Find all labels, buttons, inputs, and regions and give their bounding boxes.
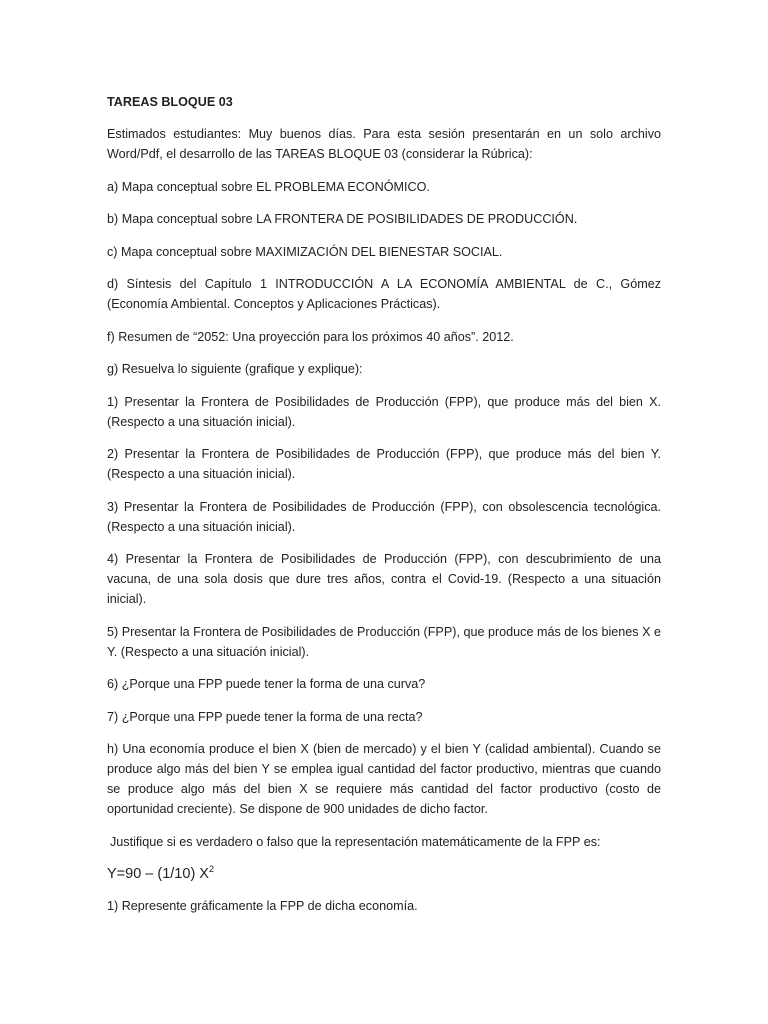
task-g: g) Resuelva lo siguiente (grafique y explique): [107,362,363,376]
question-4: 4) Presentar la Frontera de Posibilidades de Producción (FPP), con descubrimiento de una vacuna, de una sola dosis que dure tres años, contra el Covid-19. (Respecto a una situación inicial). [107,552,661,606]
question-5: 5) Presentar la Frontera de Posibilidades de Producción (FPP), que produce más de los bienes X e Y. (Respecto a una situación inicial). [107,624,661,659]
formula-base: Y=90 – (1/10) X [107,866,209,882]
fpp-formula [107,864,661,884]
question-6: 6) ¿Porque una FPP puede tener la forma de una curva? [107,677,426,691]
task-f: f) Resumen de “2052: Una proyección para los próximos 40 años”. 2012. [107,329,514,344]
question-3: 3) Presentar la Frontera de Posibilidades de Producción (FPP), con obsolescencia tecnológica. (Respecto a una situación inicial). [107,499,661,534]
intro-paragraph: Estimados estudiantes: Muy buenos días. Para esta sesión presentarán en un solo archivo Word/Pdf, el desarrollo de las TAREAS BLOQUE 03 (considerar la Rúbrica): [107,127,661,161]
task-a: a) Mapa conceptual sobre EL PROBLEMA ECONÓMICO. [107,179,430,194]
justify-statement: Justifique si es verdadero o falso que la representación matemáticamente de la FPP es: [110,834,601,849]
question-1: 1) Presentar la Frontera de Posibilidades de Producción (FPP), que produce más del bien X. (Respecto a una situación inicial). [107,394,661,429]
problem-h: h) Una economía produce el bien X (bien de mercado) y el bien Y (calidad ambiental). Cuando se produce algo más del bien Y se emplea igual cantidad del factor productivo, mientras que cuando se produce algo más del bien X se requiere más cantidad del factor productivo (costo de oportunidad creciente). Se dispone de 900 unidades de dicho factor. [107,742,661,816]
question-2: 2) Presentar la Frontera de Posibilidades de Producción (FPP), que produce más del bien Y. (Respecto a una situación inicial). [107,447,661,481]
subtask-1: 1) Represente gráficamente la FPP de dicha economía. [107,899,418,913]
task-d: d) Síntesis del Capítulo 1 INTRODUCCIÓN A LA ECONOMÍA AMBIENTAL de C., Gómez (Economía Ambiental. Conceptos y Aplicaciones Prácticas). [107,277,661,311]
task-b: b) Mapa conceptual sobre LA FRONTERA DE POSIBILIDADES DE PRODUCCIÓN. [107,212,578,226]
question-7: 7) ¿Porque una FPP puede tener la forma de una recta? [107,709,423,724]
formula-exponent: 2 [208,864,214,874]
task-c: c) Mapa conceptual sobre MAXIMIZACIÓN DEL BIENESTAR SOCIAL. [107,244,503,259]
document-title: TAREAS BLOQUE 03 [107,95,233,109]
